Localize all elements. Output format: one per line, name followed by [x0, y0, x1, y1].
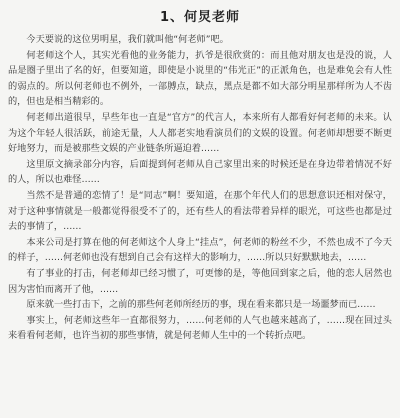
article-body — [8, 32, 392, 344]
paragraph: 本来公司是打算在他的何老师这个人身上“挂点”，何老师的粉丝不少，不然也成不了今天的样子，……何老师也没有想到自己会有这样大的影响力，……所以只好默默地去，…… — [8, 236, 392, 264]
paragraph: 今天要说的这位男明星，我们就叫他“何老师”吧。 — [26, 34, 229, 45]
paragraph: 有了事业的打击，何老师却已经习惯了，可更惨的是，等他回到家之后，他的恋人居然也因为害怕而离开了他，…… — [8, 267, 392, 295]
page-title: 1、何炅老师 — [159, 10, 241, 25]
paragraph: 原来就一些打击下，之前的那些何老师所经历的事，现在看来都只是一场噩梦而已…… — [26, 299, 376, 311]
paragraph: 这里原文摘录部分内容，后面提到何老师从自己家里出来的时候还是在身边带着情况不好的人，所以也难怪…… — [8, 158, 392, 186]
paragraph: 当然不是普通的恋情了！是“同志”啊！要知道，在那个年代人们的思想意识还相对保守，对于这种事情就是一般都觉得很受不了的，还有些人的看法带着异样的眼光，可这些也都是过去的事情了，…… — [8, 189, 392, 233]
paragraph: 何老师这个人，其实光看他的业务能力，扒爷是很欣赏的：而且他对朋友也是没的说，人品是圈子里出了名的好，但要知道，即使是小说里的“伟光正”的正派角色，也是难免会有人性的弱点的。所以何老师也不例外，一部膊点，缺点，黑点是都不如大部分明星那样所为人不齿的，但也是相当精彩的。 — [8, 49, 392, 108]
paragraph: 事实上，何老师这些年一直都很努力，……何老师的人气也越来越高了，……现在回过头来看看何老师，也许当初的那些事情，就是何老师人生中的一个转折点吧。 — [8, 314, 392, 342]
paragraph: 何老师出道很早，早些年也一直是“官方”的代言人，本来所有人都看好何老师的未来。认为这个年轻人很活跃，前途无量，人人都老实地看演员们的文娱的设置。何老师却想要不断更好地努力，而是被那些文娱的产业链条所逼迫着…… — [8, 111, 392, 155]
